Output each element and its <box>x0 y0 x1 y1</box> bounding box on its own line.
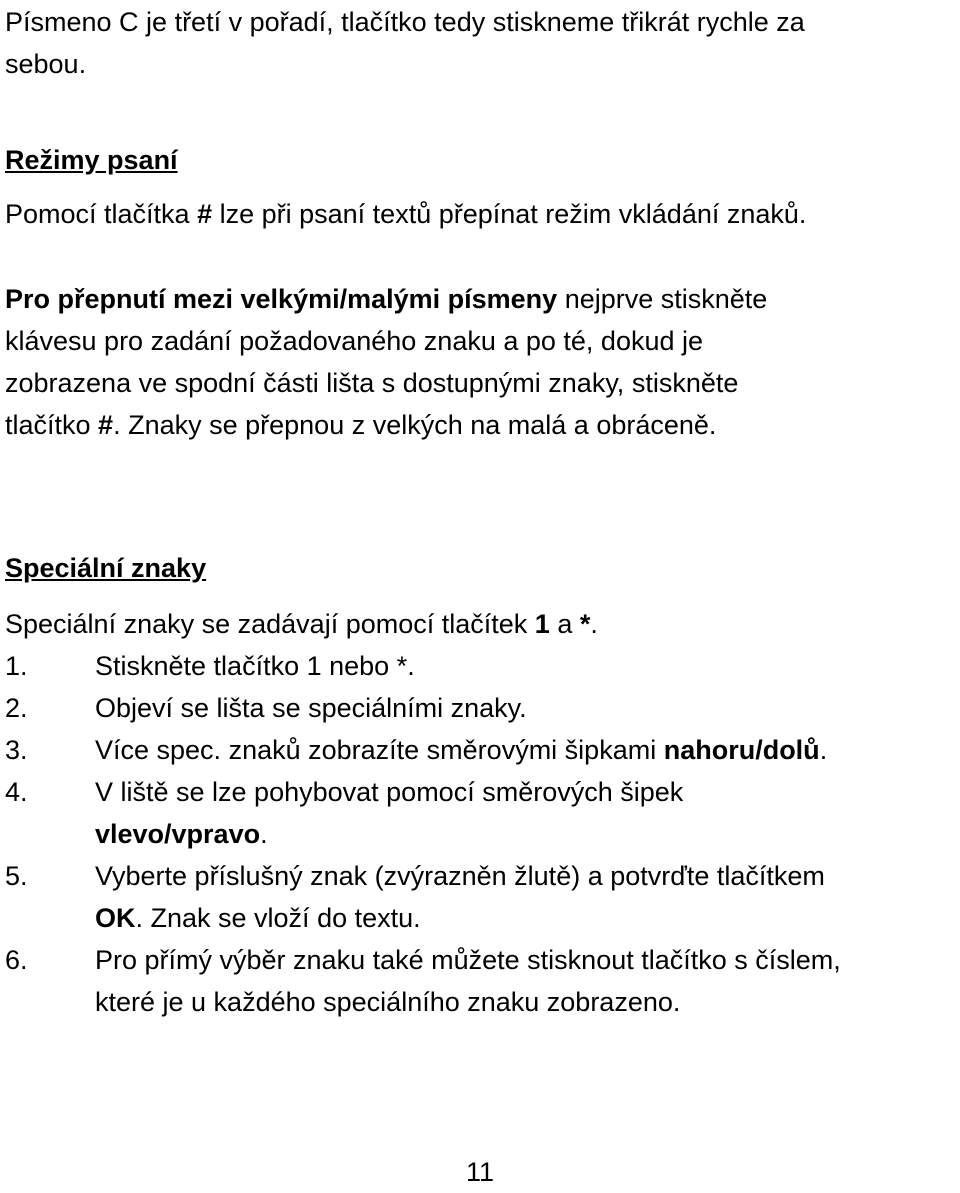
step-number: 2. <box>5 693 28 723</box>
step-number: 5. <box>5 861 28 891</box>
special-intro-paragraph <box>5 603 598 645</box>
step-text <box>95 771 960 855</box>
prepnuti-paragraph <box>5 278 955 446</box>
prepnuti-line-1-rest: nejprve stiskněte <box>557 284 768 314</box>
list-item <box>5 729 960 771</box>
list-item <box>5 645 960 687</box>
intro-paragraph <box>5 1 805 85</box>
step-3-bold: nahoru/dolů <box>663 735 820 765</box>
step-5-after: . Znak se vloží do textu. <box>135 903 421 933</box>
list-item <box>5 855 960 939</box>
step-3-before: Více spec. znaků zobrazíte směrovými šipkami <box>95 735 664 765</box>
step-text: Stiskněte tlačítko 1 nebo *. <box>95 651 415 681</box>
step-5-line-1: Vyberte příslušný znak (zvýrazněn žlutě) a potvrďte tlačítkem <box>95 861 825 891</box>
step-6-line-2: které je u každého speciálního znaku zobrazeno. <box>95 987 681 1017</box>
step-4-bold: vlevo/vpravo <box>95 819 261 849</box>
intro-line-2: sebou. <box>5 49 87 79</box>
special-intro-end: . <box>590 609 598 639</box>
heading-rezimy-psani: Režimy psaní <box>5 145 178 175</box>
special-intro-before: Speciální znaky se zadávají pomocí tlačítek <box>5 609 535 639</box>
hash-key: # <box>197 199 213 229</box>
steps-list <box>5 645 960 1023</box>
step-6-line-1: Pro přímý výběr znaku také můžete stisknout tlačítko s číslem, <box>95 945 841 975</box>
special-intro-mid: a <box>549 609 580 639</box>
heading-specialni-znaky: Speciální znaky <box>5 553 207 583</box>
key-star: * <box>579 609 591 639</box>
rezimy-text-after: lze při psaní textů přepínat režim vkládání znaků. <box>212 199 807 229</box>
step-text <box>95 729 960 771</box>
step-text <box>95 855 960 939</box>
step-4-line-1: V liště se lze pohybovat pomocí směrových šipek <box>95 777 684 807</box>
step-number: 3. <box>5 735 28 765</box>
intro-line-1: Písmeno C je třetí v pořadí, tlačítko tedy stiskneme třikrát rychle za <box>5 7 805 37</box>
step-number: 4. <box>5 777 28 807</box>
step-text <box>95 939 960 1023</box>
step-5-bold: OK <box>95 903 136 933</box>
prepnuti-line-2: klávesu pro zadání požadovaného znaku a po té, dokud je <box>5 326 704 356</box>
page-number: 11 <box>465 1157 495 1187</box>
prepnuti-line-3: zobrazena ve spodní části lišta s dostupnými znaky, stiskněte <box>5 368 739 398</box>
step-number: 1. <box>5 651 28 681</box>
prepnuti-line-4-before: tlačítko <box>5 410 99 440</box>
step-4-after: . <box>260 819 268 849</box>
rezimy-paragraph <box>5 193 806 235</box>
list-item <box>5 939 960 1023</box>
hash-key-2: # <box>98 410 114 440</box>
list-item <box>5 771 960 855</box>
prepnuti-bold: Pro přepnutí mezi velkými/malými písmeny <box>5 284 558 314</box>
step-number: 6. <box>5 945 28 975</box>
list-item <box>5 687 960 729</box>
step-text: Objeví se lišta se speciálními znaky. <box>95 693 527 723</box>
rezimy-text-before: Pomocí tlačítka <box>5 199 198 229</box>
prepnuti-line-4-after: . Znaky se přepnou z velkých na malá a obráceně. <box>113 410 717 440</box>
step-3-after: . <box>819 735 828 765</box>
key-1: 1 <box>534 609 550 639</box>
